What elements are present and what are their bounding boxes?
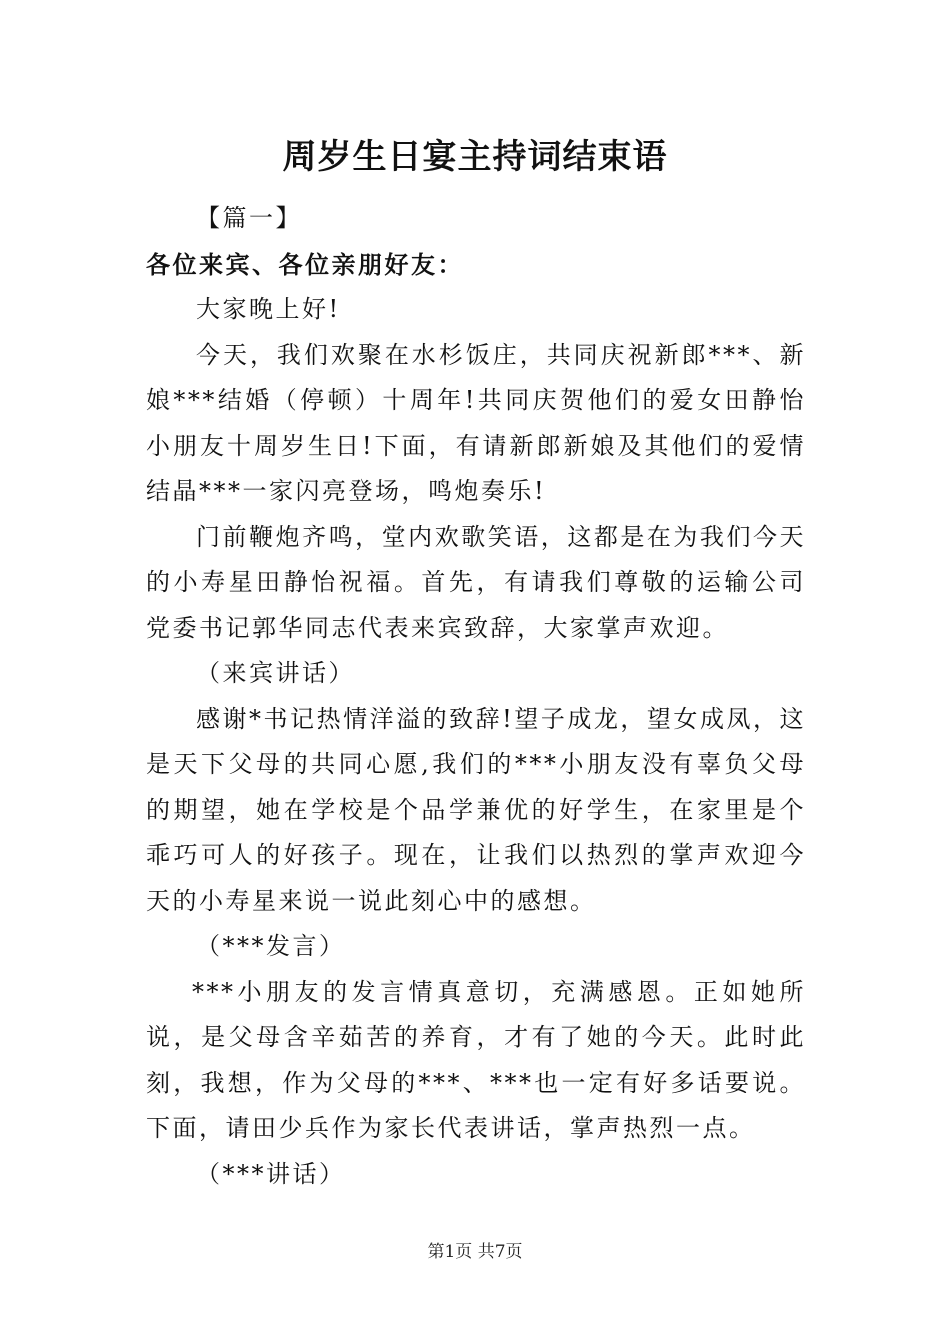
salutation: 各位来宾、各位亲朋好友： (146, 249, 464, 279)
section-label: 【篇一】 (196, 204, 302, 232)
page-indicator: 第1页 共7页 (427, 1242, 523, 1262)
stage-note-parent-speech: （***讲话） (196, 1159, 346, 1188)
paragraph-thanks: 感谢*书记热情洋溢的致辞!望子成龙，望女成凤，这是天下父母的共同心愿,我们的***小朋友没有辜负父母的期望，她在学校是个品学兼优的好学生，在家里是个乖巧可人的好孩子。现在，让我们以热烈的掌声欢迎今天的小寿星来说一说此刻心中的感想。 (146, 704, 806, 915)
paragraph-guest-invite: 门前鞭炮齐鸣，堂内欢歌笑语，这都是在为我们今天的小寿星田静怡祝福。首先，有请我们尊敬的运输公司党委书记郭华同志代表来宾致辞，大家掌声欢迎。 (146, 522, 806, 642)
paragraph-parents-invite: ***小朋友的发言情真意切，充满感恩。正如她所说，是父母含辛茹苦的养育，才有了她的今天。此时此刻，我想，作为父母的***、***也一定有好多话要说。下面，请田少兵作为家长代表讲话，掌声热烈一点。 (146, 977, 806, 1142)
paragraph-greeting: 大家晚上好! (196, 295, 341, 323)
document-body (146, 196, 806, 1197)
stage-note-guest-speech: （来宾讲话） (196, 659, 355, 687)
paragraph-opening: 今天，我们欢聚在水杉饭庄，共同庆祝新郎***、新娘***结婚（停顿）十周年!共同庆贺他们的爱女田静怡小朋友十周岁生日!下面，有请新郎新娘及其他们的爱情结晶***一家闪亮登场，鸣炮奏乐! (146, 340, 806, 505)
document-title: 周岁生日宴主持词结束语 (282, 137, 668, 177)
stage-note-child-speech: （***发言） (196, 932, 346, 960)
